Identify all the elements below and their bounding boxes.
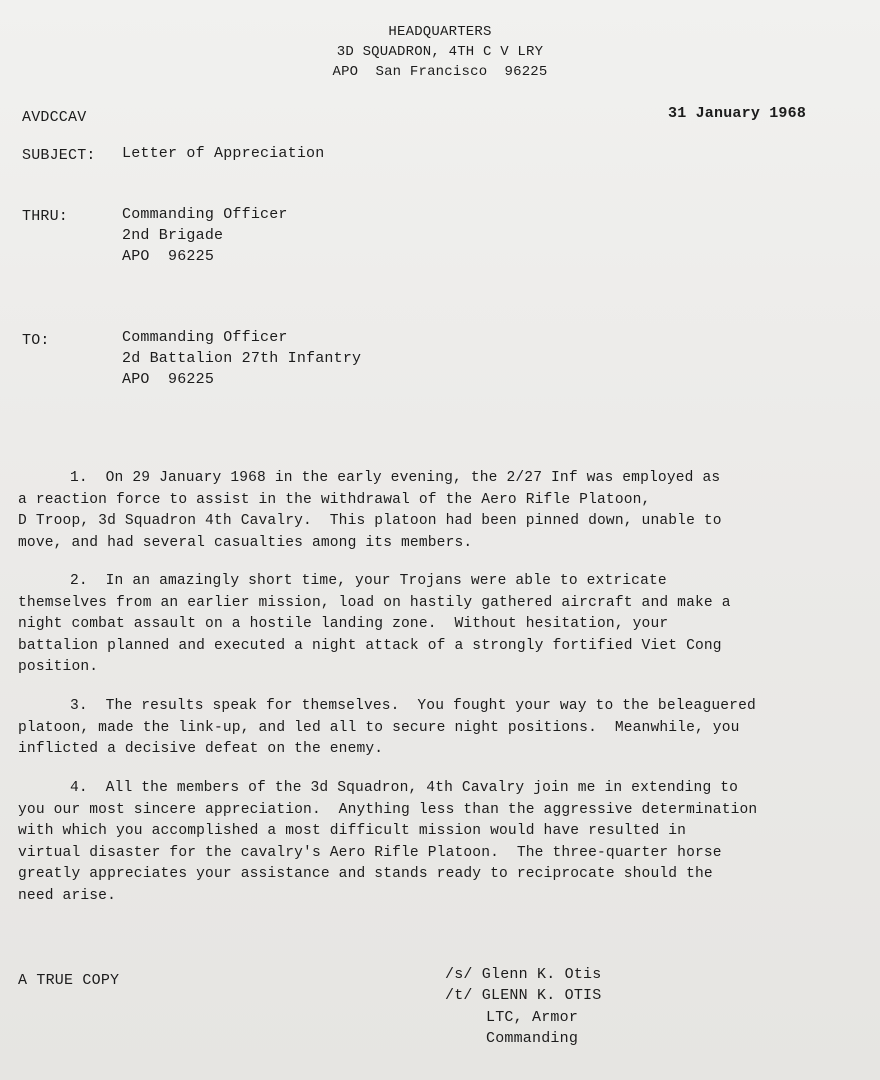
to-line-2: 2d Battalion 27th Infantry: [122, 350, 362, 367]
letterhead-line-2: 3D SQUADRON, 4TH C V LRY: [336, 44, 544, 60]
to-label: TO:: [22, 332, 50, 349]
paragraph-1-line-1: 1. On 29 January 1968 in the early evening, the 2/27 Inf was employed as: [70, 470, 721, 486]
letterhead-line-1: HEADQUARTERS: [388, 24, 492, 40]
paragraph-1-line-3: D Troop, 3d Squadron 4th Cavalry. This platoon had been pinned down, unable to: [18, 513, 722, 529]
paragraph-4-line-5: greatly appreciates your assistance and stands ready to reciprocate should the: [18, 866, 713, 882]
letterhead-line-3: APO San Francisco 96225: [332, 64, 548, 80]
paragraph-1: [18, 468, 878, 554]
thru-line-1: Commanding Officer: [122, 206, 288, 223]
signature-rank: LTC, Armor: [486, 1009, 579, 1026]
thru-line-3: APO 96225: [122, 248, 215, 265]
paragraph-2-line-4: battalion planned and executed a night attack of a strongly fortified Viet Cong: [18, 637, 722, 654]
paragraph-2-line-3: night combat assault on a hostile landing zone. Without hesitation, your: [18, 616, 669, 632]
signature-title: Commanding: [486, 1030, 579, 1047]
paragraph-1-line-4: move, and had several casualties among its members.: [18, 534, 473, 551]
paragraph-2: [18, 571, 878, 679]
paragraph-3-line-2: platoon, made the link-up, and led all to secure night positions. Meanwhile, you: [18, 719, 740, 736]
signature-signed: /s/ Glenn K. Otis: [445, 966, 602, 983]
paragraph-2-line-1: 2. In an amazingly short time, your Trojans were able to extricate: [70, 573, 667, 589]
thru-label: THRU:: [22, 208, 69, 225]
paragraph-4-line-6: need arise.: [18, 887, 116, 904]
thru-line-2: 2nd Brigade: [122, 227, 224, 244]
paragraph-2-line-5: position.: [18, 659, 99, 675]
paragraph-2-line-2: themselves from an earlier mission, load on hastily gathered aircraft and make a: [18, 594, 731, 611]
subject-label: SUBJECT:: [22, 147, 96, 164]
signature-typed: /t/ GLENN K. OTIS: [445, 987, 602, 1004]
to-line-1: Commanding Officer: [122, 329, 288, 346]
paragraph-4-line-2: you our most sincere appreciation. Anything less than the aggressive determination: [18, 801, 758, 818]
paragraph-1-line-2: a reaction force to assist in the withdrawal of the Aero Rifle Platoon,: [18, 491, 651, 508]
paragraph-4-line-3: with which you accomplished a most difficult mission would have resulted in: [18, 823, 687, 839]
paragraph-3-line-1: 3. The results speak for themselves. You fought your way to the beleaguered: [70, 698, 756, 714]
paragraph-3: [18, 696, 878, 761]
paragraph-4: [18, 778, 878, 907]
true-copy-label: A TRUE COPY: [18, 972, 120, 989]
office-symbol: AVDCCAV: [22, 109, 87, 126]
paragraph-3-line-3: inflicted a decisive defeat on the enemy.: [18, 741, 384, 757]
paragraph-4-line-1: 4. All the members of the 3d Squadron, 4th Cavalry join me in extending to: [70, 780, 739, 796]
to-line-3: APO 96225: [122, 371, 215, 388]
subject-value: Letter of Appreciation: [122, 145, 325, 162]
paragraph-4-line-4: virtual disaster for the cavalry's Aero Rifle Platoon. The three-quarter horse: [18, 844, 722, 861]
letter-date: 31 January 1968: [668, 105, 807, 122]
